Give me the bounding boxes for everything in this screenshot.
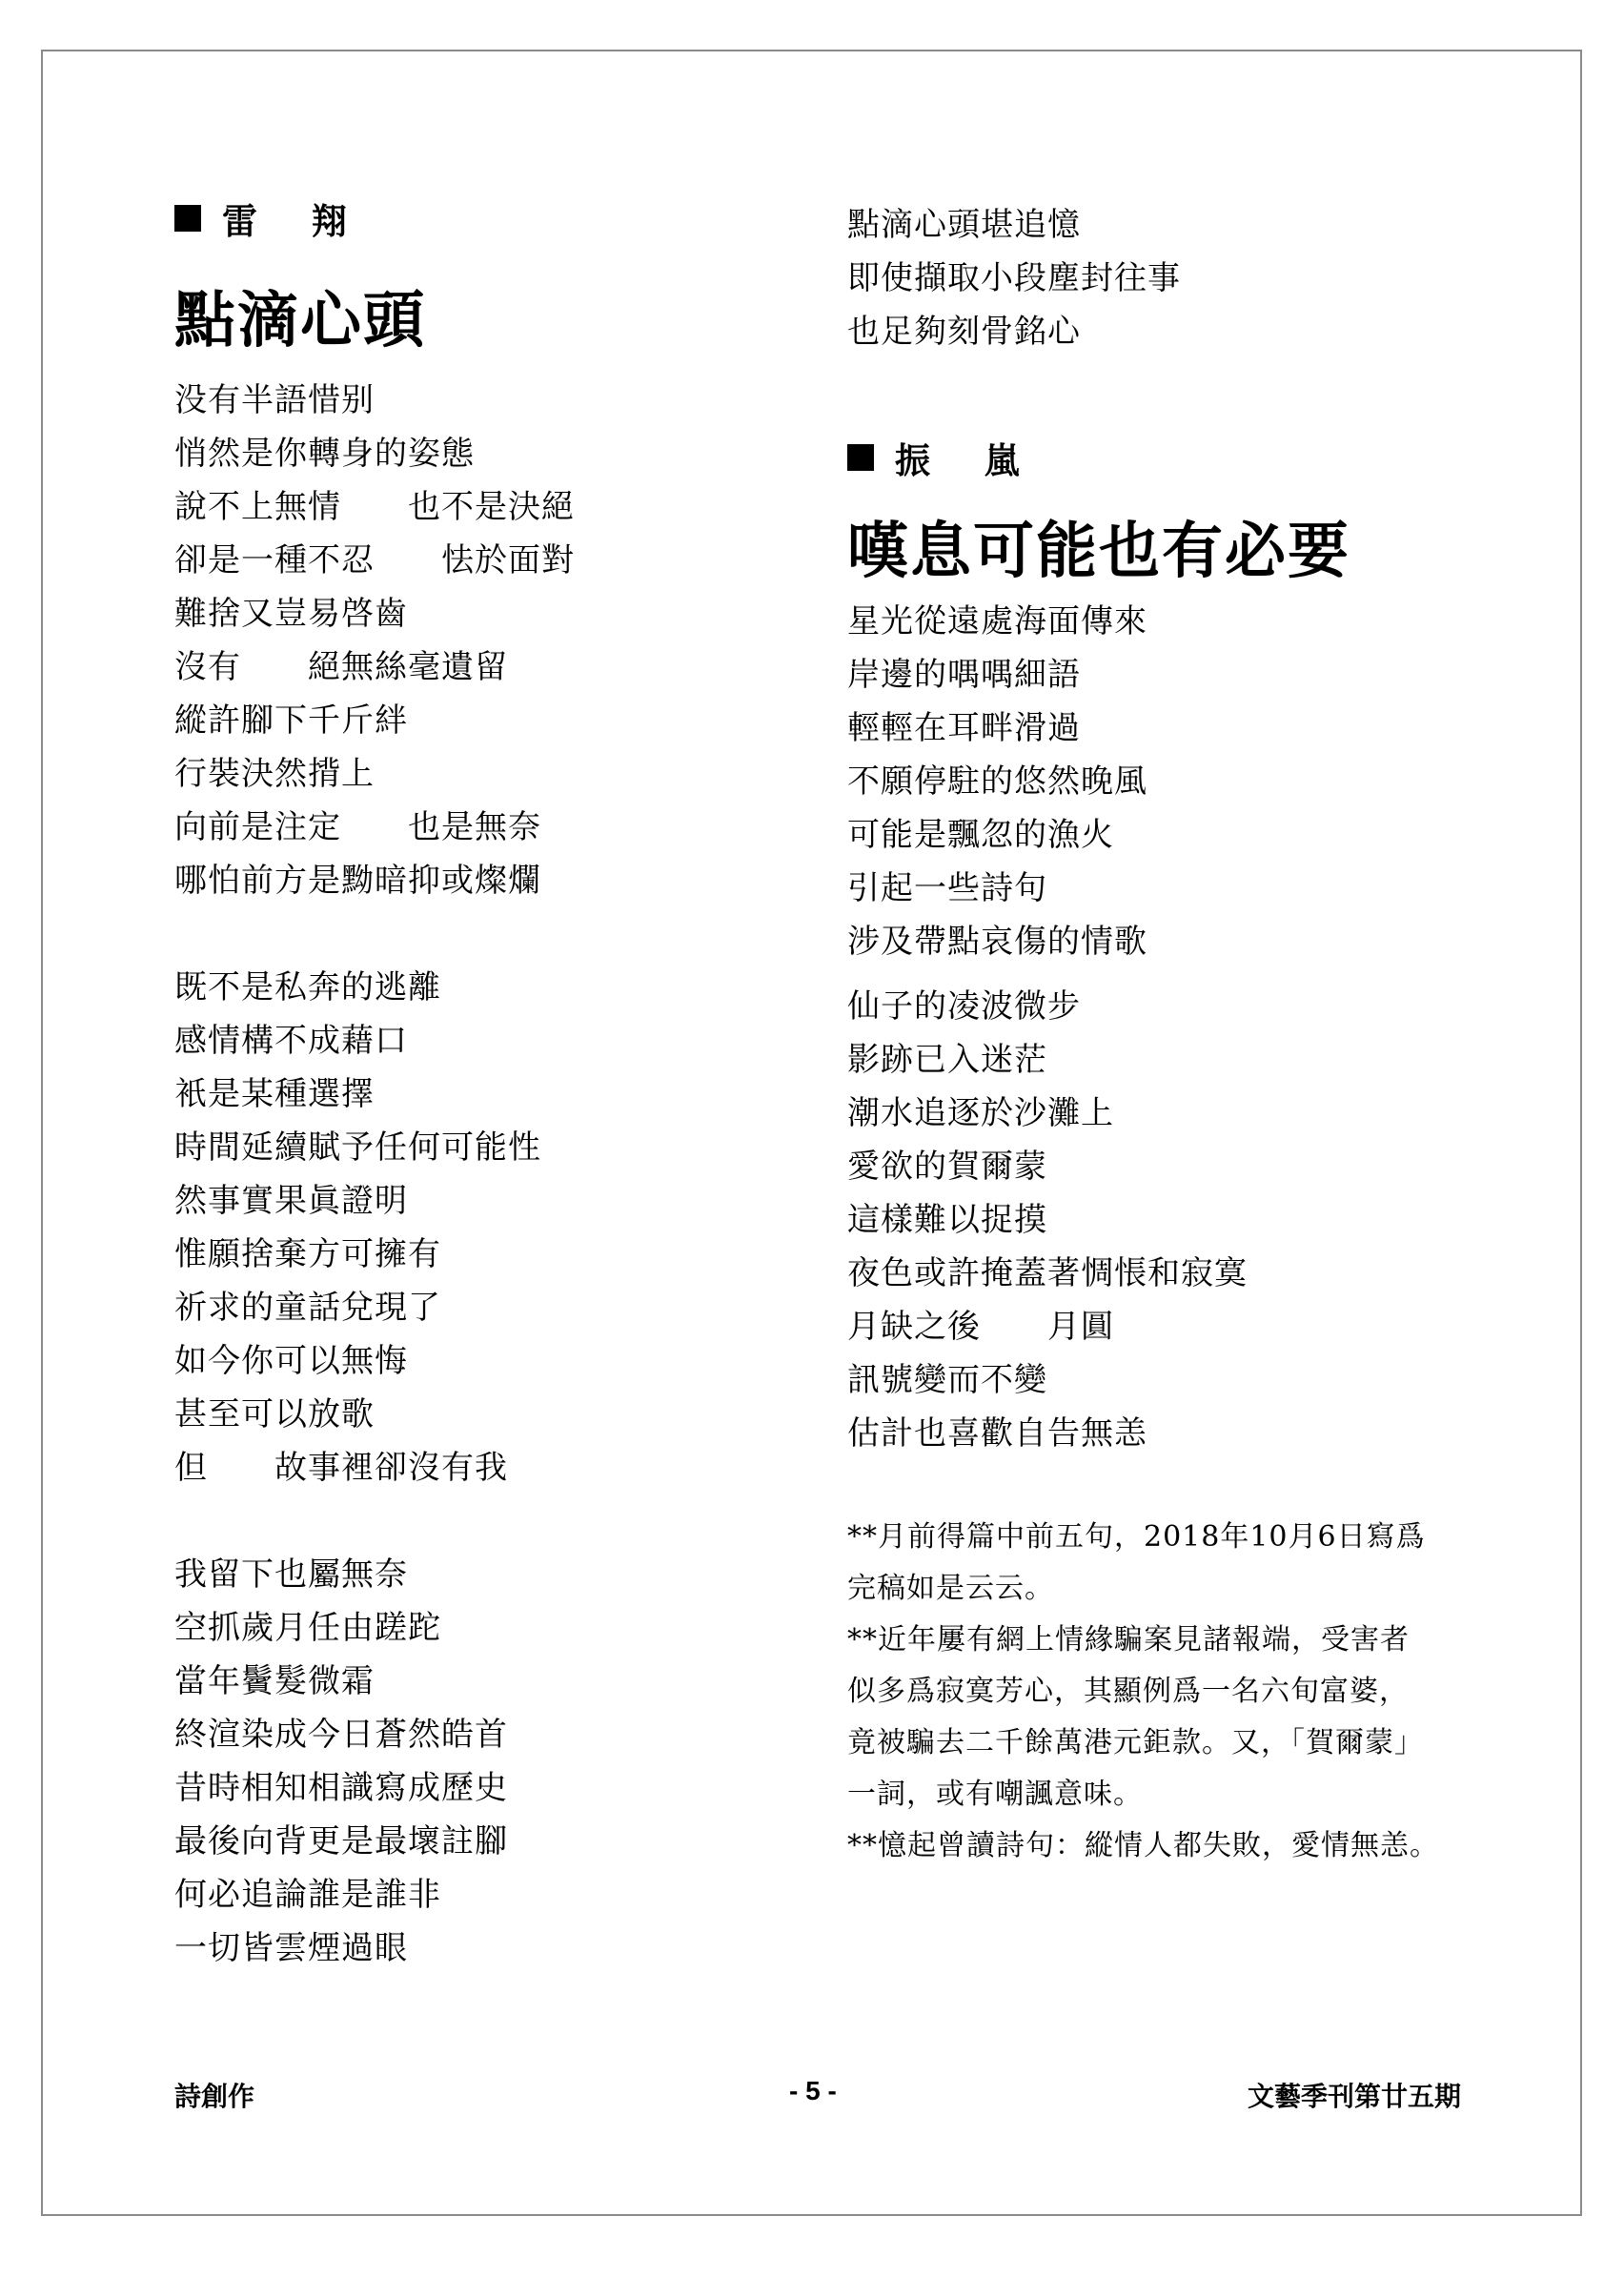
poem-line: 也足夠刻骨銘心 bbox=[847, 313, 1081, 351]
poem-line: 空抓歲月任由蹉跎 bbox=[174, 1609, 441, 1647]
poem-title: 嘆息可能也有必要 bbox=[847, 516, 1350, 587]
poem-line: 一切皆雲煙過眼 bbox=[174, 1929, 408, 1967]
poem-line: 這樣難以捉摸 bbox=[847, 1201, 1047, 1239]
poem-line: 既不是私奔的逃離 bbox=[174, 968, 441, 1006]
poem-line: 感情構不成藉口 bbox=[174, 1022, 408, 1060]
author-notes bbox=[847, 1512, 1533, 1872]
poem-line: 最後向背更是最壞註腳 bbox=[174, 1822, 508, 1860]
poem-line: 可能是飄忽的漁火 bbox=[847, 816, 1114, 854]
poem-line: 我留下也屬無奈 bbox=[174, 1555, 408, 1594]
note-line: **憶起曾讀詩句：縱情人都失敗，愛情無恙。 bbox=[847, 1829, 1439, 1862]
poem-line: 没有半語惜别 bbox=[174, 381, 375, 419]
poem-line: 星光從遠處海面傳來 bbox=[847, 602, 1147, 640]
poem-line: 引起一些詩句 bbox=[847, 869, 1047, 907]
poem-line: 當年鬢髮微霜 bbox=[174, 1662, 375, 1700]
poem-line: 估計也喜歡自告無恙 bbox=[847, 1414, 1147, 1453]
poem-body bbox=[174, 374, 784, 1975]
poem-line: 訊號變而不變 bbox=[847, 1361, 1047, 1399]
poem-stanza-1 bbox=[847, 595, 1514, 968]
footer-section-name: 詩創作 bbox=[174, 2082, 255, 2111]
square-bullet-icon bbox=[174, 205, 201, 232]
footer-page-number: - 5 - bbox=[789, 2076, 837, 2105]
poem-line: 哪怕前方是黝暗抑或燦爛 bbox=[174, 862, 541, 900]
poem-line: 難捨又豈易啓齒 bbox=[174, 595, 408, 633]
poem-line: 衹是某種選擇 bbox=[174, 1075, 375, 1113]
square-bullet-icon bbox=[847, 444, 874, 471]
note-line: 完稿如是云云。 bbox=[847, 1572, 1054, 1605]
poem-line: 涉及帶點哀傷的情歌 bbox=[847, 923, 1147, 961]
poem-line: 岸邊的喁喁細語 bbox=[847, 656, 1081, 694]
author-line bbox=[174, 194, 368, 242]
note-line: **近年屢有網上情緣騙案見諸報端，受害者 bbox=[847, 1623, 1410, 1657]
poem-stanza-2 bbox=[847, 980, 1514, 1460]
poem-line: 輕輕在耳畔滑過 bbox=[847, 709, 1081, 747]
poem-line: 夜色或許掩蓋著惆悵和寂寞 bbox=[847, 1254, 1248, 1292]
poem-line: 月缺之後 月圓 bbox=[847, 1308, 1114, 1346]
poem-line: 行裝決然揹上 bbox=[174, 755, 375, 793]
poem-line: 時間延續賦予任何可能性 bbox=[174, 1128, 541, 1167]
poem-line: 點滴心頭堪追憶 bbox=[847, 206, 1081, 244]
poem-line: 何必追論誰是誰非 bbox=[174, 1876, 441, 1914]
poem-line: 不願停駐的悠然晚風 bbox=[847, 762, 1147, 801]
poem-line: 終渲染成今日蒼然皓首 bbox=[174, 1716, 508, 1754]
poem-line: 祈求的童話兌現了 bbox=[174, 1289, 441, 1327]
poem-line: 仙子的凌波微步 bbox=[847, 987, 1081, 1026]
poem-line: 縱許腳下千斤絆 bbox=[174, 701, 408, 740]
author-line bbox=[847, 434, 1041, 481]
poem-line: 如今你可以無悔 bbox=[174, 1342, 408, 1380]
poem-line: 但 故事裡卻沒有我 bbox=[174, 1449, 508, 1487]
poem-line: 沒有 絕無絲毫遺留 bbox=[174, 648, 508, 686]
note-line: **月前得篇中前五句，2018年10月6日寫爲 bbox=[847, 1520, 1426, 1554]
poem-line: 愛欲的賀爾蒙 bbox=[847, 1148, 1047, 1186]
poem-line: 卻是一種不忍 怯於面對 bbox=[174, 541, 575, 579]
poem-line: 悄然是你轉身的姿態 bbox=[174, 435, 475, 473]
poem-line: 惟願捨棄方可擁有 bbox=[174, 1235, 441, 1273]
poem-line: 即使擷取小段塵封往事 bbox=[847, 259, 1181, 297]
poem-line: 影跡已入迷茫 bbox=[847, 1041, 1047, 1079]
poem-line: 昔時相知相識寫成歷史 bbox=[174, 1769, 508, 1807]
note-line: 一詞，或有嘲諷意味。 bbox=[847, 1778, 1143, 1811]
author-name: 雷 翔 bbox=[222, 200, 368, 242]
author-name: 振 嵐 bbox=[895, 439, 1041, 481]
stanza-break bbox=[174, 907, 784, 961]
footer-publication: 文藝季刊第廿五期 bbox=[1248, 2082, 1462, 2111]
note-line: 似多爲寂寞芳心，其顯例爲一名六旬富婆， bbox=[847, 1675, 1409, 1708]
stanza-break bbox=[174, 1494, 784, 1548]
poem-line: 然事實果眞證明 bbox=[174, 1182, 408, 1220]
continued-lines bbox=[847, 198, 1514, 358]
poem-line: 向前是注定 也是無奈 bbox=[174, 808, 541, 846]
poem-line: 潮水追逐於沙灘上 bbox=[847, 1094, 1114, 1132]
poem-title: 點滴心頭 bbox=[174, 285, 426, 356]
poem-line: 甚至可以放歌 bbox=[174, 1395, 375, 1433]
poem-line: 說不上無情 也不是決絕 bbox=[174, 488, 575, 526]
note-line: 竟被騙去二千餘萬港元鉅款。又，「賀爾蒙」 bbox=[847, 1726, 1424, 1759]
